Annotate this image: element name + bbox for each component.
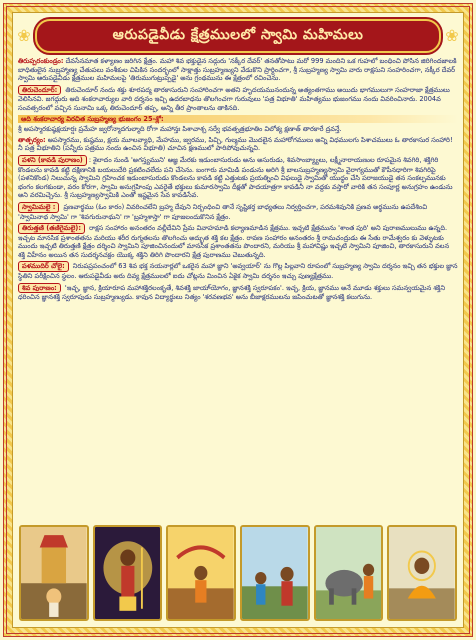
section-bhujangam-title bbox=[18, 115, 458, 124]
section-tiruchendur bbox=[18, 85, 458, 113]
painting-sage-meditation bbox=[387, 525, 457, 621]
section-text: తిరుచెందూర్ నందు శక్తు శూరపద్మ తారకాసురుని సంహారించగా అతని హృదయమునందున్న అత్యంతగాము అయిదు భాగములుగా సంహరాజా క్షేత్రములు వెలిసినవి. జగద్గురు ఆది శంకరాచార్యుల వారి దర్శనం ఇచ్చి ఉదరబాధను తొలగించగా గురువులు 'పత్ర విభూతి' మహిత్యము భుజంగము నందు వివరించినారు. 2004వ సంవత్సరంలో వచ్చిన సునామి ఒక్క తిరుచెందూర్ తప్ప, అన్ని తీర ప్రాంతాలను తాకినది. bbox=[18, 85, 450, 112]
section-text: రాక్షస సంహారం అనంతరం వల్లీదేవిని ప్రేమ వివాహమాడి కల్యాణమాడిన క్షేత్రము. ఇచ్చటి క్షేత్రమును 'శాంత పురి' అని పురాణములుము ఉన్నది. ఇచ్చట మానసిక ప్రశాంతతను మరియు శరీర రుగ్మతలను తొలగించు అద్భుత శక్తి కల క్షేత్రం. రావణ సంహారం అనంతరం శ్రీ రామచంద్రుడు ఈ సేతు రామేశ్వరం కు వెళ్ళుటకు ముందు ఇచ్చటి తిరుత్తణి క్షేత్రం దర్శించి స్వామిని పూజించినందులో మానసిక ప్రశాంతతను పొందారని, మరియు శ్రీ మహావిష్ణు ఇచ్చటి స్వామిని పూజించి, తారకాసురుని వలన శక్తి విహీనం అయిన తన సుదర్శనచక్రం యొక్క శక్తిని తిరిగి పొందారని క్షేత్ర పురాణము చెబుతున్నది. bbox=[18, 224, 450, 259]
section-text: ప్రణవార్థము (ఓం కారం) వివరించలేని బ్రహ్మ దేవుని నిర్బంధించి తానే సృష్టికర్త బాధ్యతలు నిర్వర్తించగా, పరమశివునికి ప్రణవ అర్థమును ఉపదేశించి 'స్వామినాథ స్వామి' గా 'శివగురునాథుని' గా 'బ్రహ్మశాస్తా' గా పూజలందుకొనిన క్షేత్రం. bbox=[18, 202, 428, 221]
painting-kavadi-procession bbox=[166, 525, 236, 621]
painting-murugan-idol bbox=[93, 525, 163, 621]
section-heading: తిరుచెందూర్: bbox=[18, 85, 61, 96]
section-text: దేవసేనమాత కళ్యాణం జరిగిన క్షేత్రం. మహా శివ భక్తుడైన సద్గురు 'నక్కీర దేవర్' తనతోపాటు మరో 999 మందిని ఒక గుహలో బంధించి పోసిన జిరిగిందజాలకి బాధితులైన నుబ్రహ్మాణ్య చేతుపలు వంశీకుల చిపికిన సందర్భంలో సాక్షాత్తు సుబ్రహ్మణ్యుని వేడుకొని ప్రార్థించగా, శ్రీ సుబ్రహ్మణ్య స్వామి వారు రాక్షసుని సంహరించగా, నక్కీర దేవర్ స్వామి ఆరుపడైవీడు క్షేత్రముల మహిమలపై 'తిరుముగుట్రుప్పడై' అను గ్రంథమును ఈ క్షేత్రంలో రచించెను. bbox=[18, 57, 457, 83]
section-heading: శివ పురాణం: bbox=[18, 283, 61, 294]
sloka-text: శ్రీ అపస్మారకుష్ఠక్షయార్షః ప్రమేహ జ్వరోన్మాదగుల్మాది రోగా మహాన్తః పిశాచాశ్చ సర్వే భవత్పత్రభూతిం విలోక్య క్షణాత్ తారకారే ద్రవన్తే. bbox=[18, 125, 342, 134]
content-panel bbox=[12, 12, 464, 628]
section-text: నిరుపప్రపంచంలో 63 శివ భక్త నయనార్లలో ఒకరైన మహా జ్ఞాని 'అవ్వయార్' ను గొల్ల పిల్లవాని రూపంలో సుబ్రహ్మణ్య స్వామి దర్శనం ఇచ్చి తన భక్తుల జ్ఞాన స్థితిని పరీక్షించిన స్థలం. ఆరుపడైవీడు అరు దివ్య క్షేత్రములలో ఐదు చోట్లను మించిన ఏకైక స్వామి దర్శనం ఇచ్చు పుణ్యక్షేత్రము. bbox=[18, 262, 458, 281]
section-text: : శైలాదం నుండి 'అగస్త్యముని' ఆజ్ఞ మేరకు ఇడుంబాసురుడు అను అసురుడు, శివసాంబ్య్యాలు, లక్ష్మీనారాయణుల రూపమైన శివగిరి, శక్తిగిరి కొండలను కావడి కట్టి దక్షిణానికి బయలుదేరి ప్రకటించలేదు పని చేసెను. బంగారు మామిడి పండును అరిగి శ్రీ బాలసుబ్రహ్మణ్యస్వామి వైరాగ్యముతో కౌపీనధారిగా శివగిరిపై (పళనికొండ) నిలుచున్న స్వామిని గ్రహించక ఇడుంబాసురుడు కొండలను కావడి కట్టి ఎత్తుటకు ప్రయత్నించి విఫలుడై స్వామితో యుద్ధం చేసి పరాజయుడై తన సంకల్పమునకు భంగం కలగకుండా, వరం కోరగా, స్వామి అనుగ్రహింపు ఎవరైతే భక్తులు కుమారస్వామి దీక్షతో పాదయాత్రగా కావడినీ నా వద్దకు వస్తారో వారికి తన సంపూర్ణ అనుగ్రహం ఉండును అని వరమిచ్చెను. శ్రీ సుబ్రహ్మణ్యస్వామికి ఎంతో ఇష్టమైన సేవ కావడిసేవ. bbox=[18, 155, 453, 200]
section-heading: స్వామిమలై : bbox=[18, 202, 59, 213]
title-banner bbox=[17, 19, 459, 53]
section-heading: తిరుప్పరంకుండ్రం: bbox=[18, 57, 64, 65]
section-pazhamudircholai bbox=[18, 261, 458, 280]
section-text: అపస్మారము, కుష్ఠము, క్షయ మూలవ్యాధి, మేహము, జ్వరము, పిచ్చి, గుల్మము మొదలైన మహారోగములు అన్ని విధములగు పిశాచములు ఓ తారకాసుర సంహారి! నీ పత్ర విభూతిని (పన్నీరు పత్రము నందు ఉంచిన విభూతి) చూచిన క్షణములో పారిపోవుచున్నవి. bbox=[18, 135, 453, 153]
painting-temple-sage bbox=[19, 525, 89, 621]
section-heading: పళని (కావడి పురాణం) bbox=[18, 155, 87, 166]
section-heading: తాత్పర్యం: bbox=[18, 135, 46, 144]
article-body bbox=[18, 57, 458, 519]
section-shiva-purana bbox=[18, 283, 458, 302]
section-palani bbox=[18, 155, 458, 200]
painting-elephant-offering bbox=[314, 525, 384, 621]
section-heading: తిరుత్తణి (తణిగైమలై): bbox=[18, 223, 85, 234]
painting-devotees-worship bbox=[240, 525, 310, 621]
section-text: 'ఇచ్ఛ, జ్ఞాన, క్రియారూప మహాశక్తిరలంకృతే, శివశక్తి జాయా్యోగం, జ్ఞానశక్తి స్వరూపకం'. ఇచ్ఛ, క్రియ, జ్ఞానము అనే మూడు శక్తులు సమన్వయమైన శక్తిని ధరించిన జ్ఞానశక్తి స్వరూపుడు సుబ్రహ్మణ్యుడు. కావున విద్యార్థులు నిత్యం 'శరవణభవ' అను బీజాక్షరములను జపించుటతో జ్ఞానశక్తి కలుగును. bbox=[18, 283, 446, 302]
section-heading: ఆది శంకరాచార్య విరచిత సుబ్రహ్మణ్య భుజంగం 25-శ్లో: bbox=[18, 115, 458, 124]
lotus-ornament-icon: ❀ bbox=[445, 26, 459, 45]
section-swamimalai bbox=[18, 202, 458, 221]
section-tiruttani bbox=[18, 223, 458, 259]
section-meaning bbox=[18, 136, 458, 153]
lotus-ornament-icon: ❀ bbox=[17, 26, 31, 45]
section-heading: పళముదిర్ చోలై: bbox=[18, 261, 69, 272]
illustration-gallery bbox=[19, 525, 457, 621]
section-sloka bbox=[18, 125, 458, 134]
section-tirupparankundram bbox=[18, 57, 458, 83]
page-title: ఆరుపడైవీడు క్షేత్రములలో స్వామి మహిమలు bbox=[112, 26, 364, 43]
